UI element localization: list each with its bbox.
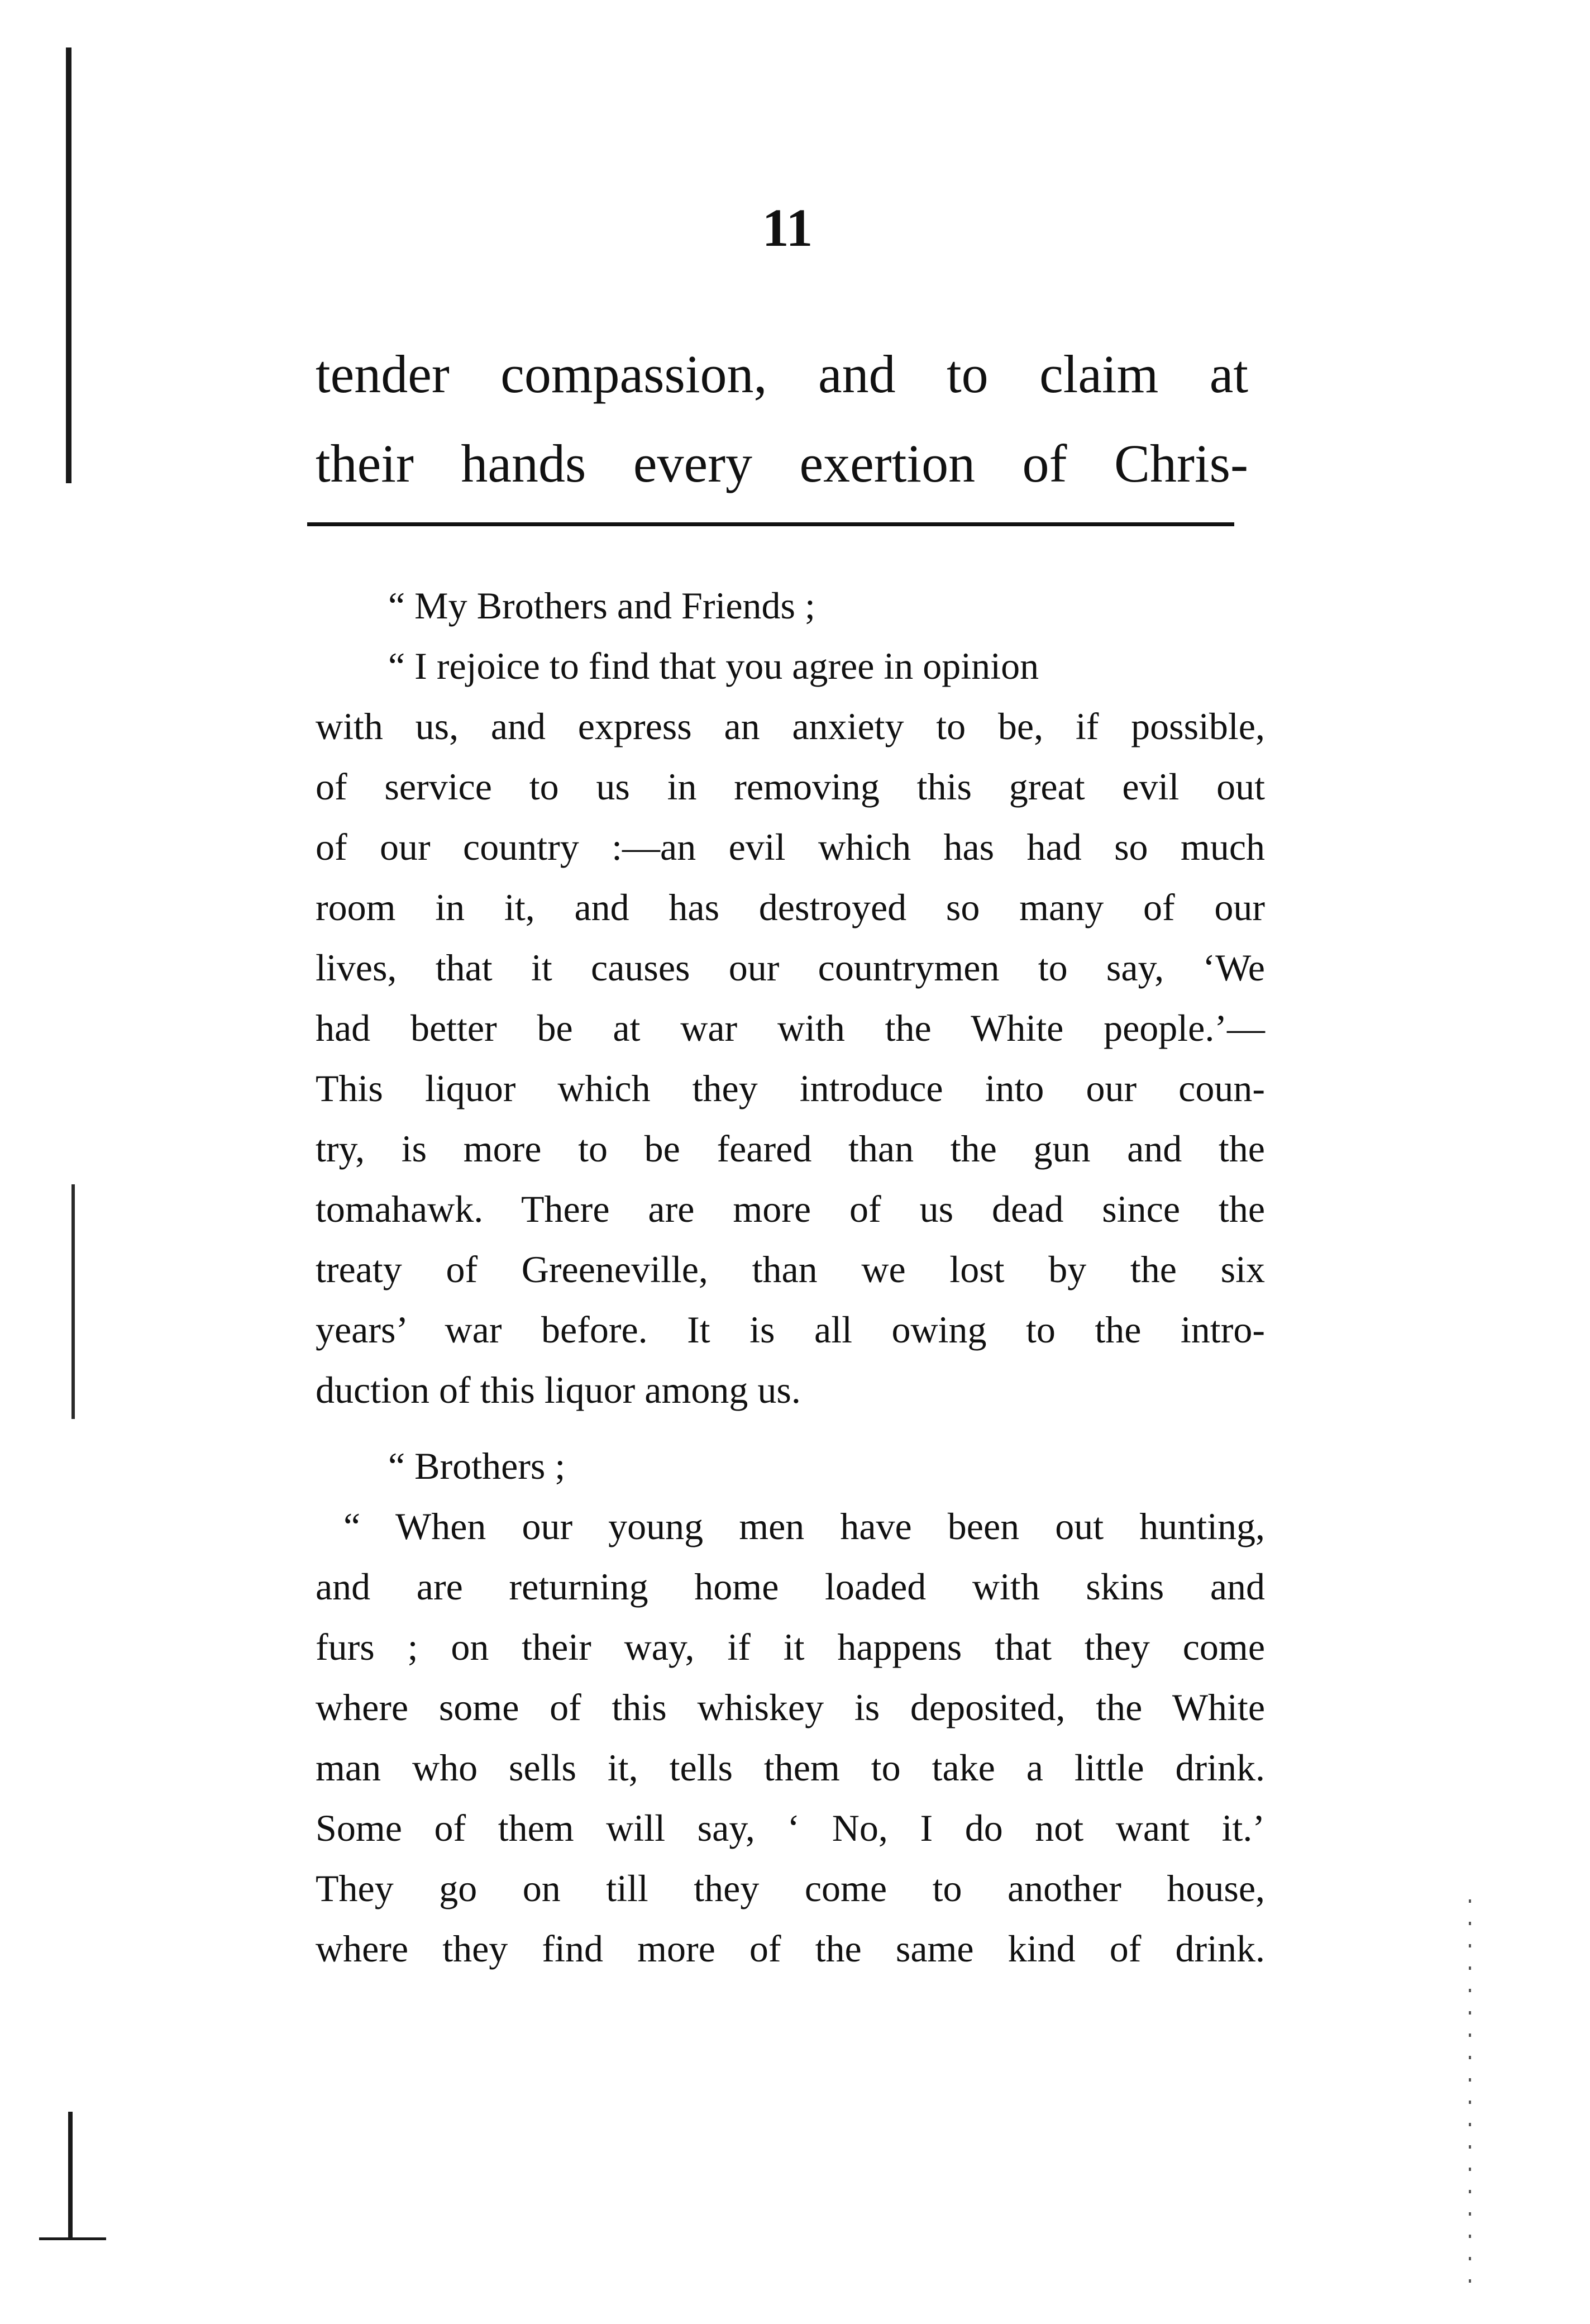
footnote-line: “ When our young men have been out hunting, [343,1505,1265,1547]
main-text [316,330,1248,508]
scan-edge-mark [66,47,71,483]
footnote-line: room in it, and has destroyed so many of our [316,886,1265,928]
footnote-salutation: “ My Brothers and Friends ; [388,584,815,627]
footnote-line: This liquor which they introduce into our coun- [316,1067,1265,1109]
footnote-line: man who sells it, tells them to take a little drink. [316,1746,1265,1789]
scan-edge-mark [39,2237,106,2240]
page-number: 11 [762,198,813,258]
footnote-line: Some of them will say, ‘ No, I do not want it.’ [316,1807,1265,1849]
footnote-salutation: “ Brothers ; [388,1445,566,1487]
scan-edge-mark [71,1184,75,1419]
scan-edge-mark [68,2112,73,2240]
footnote [316,575,1265,1979]
footnote-line: treaty of Greeneville, than we lost by the six [316,1248,1265,1290]
footnote-rule [307,522,1234,526]
footnote-line: of service to us in removing this great evil out [316,765,1265,808]
footnote-line: where some of this whiskey is deposited, the White [316,1686,1265,1728]
paragraph-gap [316,1420,1265,1436]
footnote-line: lives, that it causes our countrymen to say, ‘We [316,946,1265,989]
main-text-line: tender compassion, and to claim at [316,344,1248,404]
footnote-line: tomahawk. There are more of us dead since the [316,1188,1265,1230]
footnote-line: where they find more of the same kind of drink. [316,1927,1265,1970]
footnote-line: try, is more to be feared than the gun and the [316,1127,1265,1170]
main-text-line: their hands every exertion of Chris- [316,434,1248,493]
footnote-line: duction of this liquor among us. [316,1369,801,1411]
footnote-line: “ I rejoice to find that you agree in opinion [388,645,1039,687]
scan-edge-mark [1469,1899,1471,2290]
footnote-line: They go on till they come to another house, [316,1867,1265,1909]
footnote-line: furs ; on their way, if it happens that they come [316,1626,1265,1668]
footnote-line: with us, and express an anxiety to be, if possible, [316,705,1265,747]
footnote-line: and are returning home loaded with skins and [316,1565,1265,1608]
footnote-line: of our country :—an evil which has had so much [316,826,1265,868]
footnote-line: years’ war before. It is all owing to the intro- [316,1308,1265,1351]
footnote-line: had better be at war with the White people.’— [316,1007,1265,1049]
